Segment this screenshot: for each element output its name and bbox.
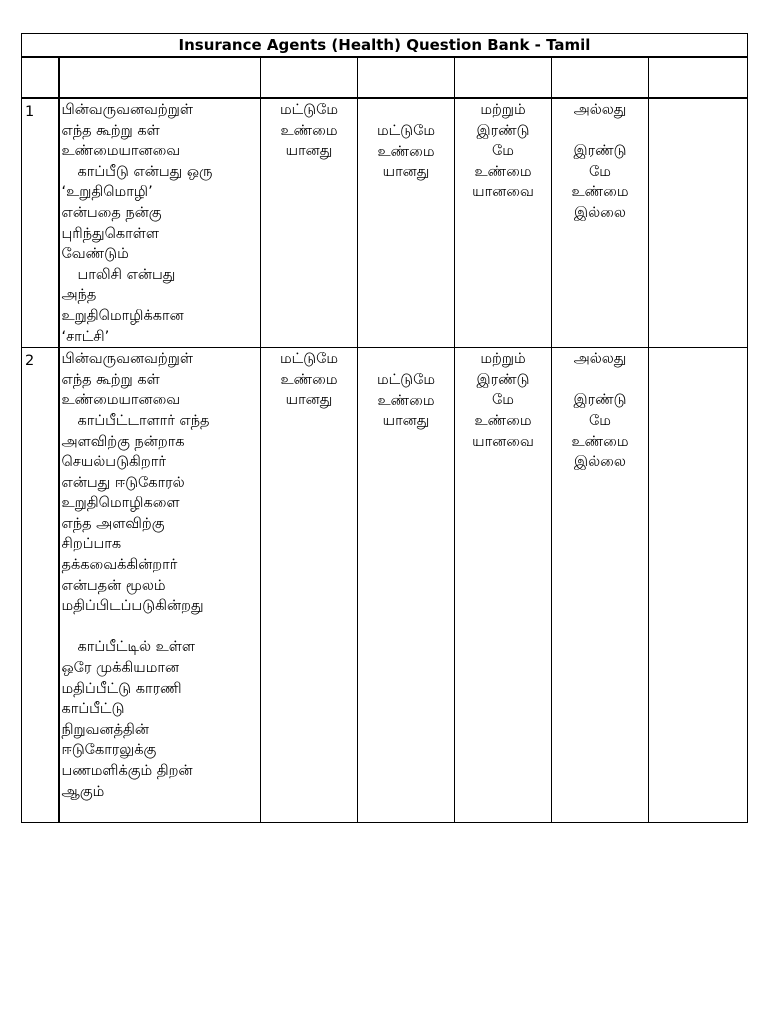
header-row	[22, 57, 748, 98]
document-title: Insurance Agents (Health) Question Bank - Tamil	[22, 34, 748, 58]
question-line: ‘உறுதிமொழி’	[61, 184, 153, 201]
option-d-cell	[552, 98, 649, 348]
option-line: உண்மை	[474, 163, 532, 180]
option-line: மே	[589, 412, 611, 429]
option-d-text	[552, 348, 648, 473]
option-b-cell	[358, 98, 455, 348]
question-line: அந்த	[61, 287, 97, 304]
option-line: யானது	[285, 392, 333, 409]
question-line: வேண்டும்	[61, 246, 129, 263]
question-line: ஒரே முக்கியமான	[61, 660, 180, 677]
option-line-blank	[552, 370, 648, 391]
header-cell-question	[59, 57, 261, 98]
question-line: ஆகும்	[61, 783, 105, 800]
option-a-text	[261, 99, 357, 162]
option-line: அல்லது	[573, 102, 627, 118]
option-c-text	[455, 99, 551, 203]
option-b-cell	[358, 348, 455, 823]
question-number: 2	[22, 348, 59, 823]
option-line: இரண்டு	[476, 122, 530, 139]
question-line: மதிப்பிடப்படுகின்றது	[61, 598, 204, 615]
question-line: உறுதிமொழிக்கான	[61, 307, 184, 324]
option-line: மட்டுமே	[376, 123, 436, 139]
question-text	[60, 99, 261, 347]
header-cell-option-c	[455, 57, 552, 98]
option-line: மற்றும்	[480, 351, 526, 368]
header-cell-answer	[649, 57, 748, 98]
option-line: மே	[492, 392, 514, 409]
option-line: இல்லை	[574, 204, 626, 221]
title-row	[22, 34, 748, 58]
option-d-text	[552, 99, 648, 224]
option-line: யானது	[382, 164, 430, 181]
question-number: 1	[22, 98, 59, 348]
answer-cell	[649, 348, 748, 823]
question-line: புரிந்துகொள்ள	[61, 225, 159, 242]
question-text-cell	[59, 98, 261, 348]
question-line: காப்பீடு என்பது ஒரு	[77, 163, 213, 180]
header-cell-option-b	[358, 57, 455, 98]
question-line: பின்வருவனவற்றுள்	[61, 102, 193, 118]
question-line: மதிப்பீட்டு காரணி	[61, 680, 182, 697]
question-row	[22, 348, 748, 823]
question-line: எந்த கூற்று கள்	[61, 122, 160, 139]
question-line: அளவிற்கு நன்றாக	[61, 433, 185, 450]
answer-cell	[649, 98, 748, 348]
question-line: உறுதிமொழிகளை	[61, 495, 180, 512]
question-line: பாலிசி என்பது	[77, 266, 176, 283]
question-line: சிறப்பாக	[61, 536, 122, 553]
question-text	[60, 348, 261, 802]
question-line: செயல்படுகிறார்	[61, 454, 166, 471]
option-line: அல்லது	[573, 351, 627, 368]
option-d-cell	[552, 348, 649, 823]
option-line: மற்றும்	[480, 102, 526, 118]
header-cell-number	[22, 57, 59, 98]
question-line: காப்பீட்டாளார் எந்த	[77, 412, 210, 429]
question-line: எந்த அளவிற்கு	[61, 515, 165, 532]
question-line: காப்பீட்டில் உள்ள	[77, 639, 195, 656]
option-line: யானவை	[472, 184, 534, 201]
option-b-text	[358, 348, 454, 432]
question-line-blank	[62, 617, 259, 638]
option-c-text	[455, 348, 551, 452]
option-line: மே	[492, 143, 514, 160]
header-cell-option-d	[552, 57, 649, 98]
option-line: உண்மை	[571, 433, 629, 450]
question-line: உண்மையானவை	[61, 143, 181, 160]
option-line: மட்டுமே	[279, 351, 339, 368]
option-line: உண்மை	[474, 412, 532, 429]
question-bank-table	[21, 33, 748, 823]
option-line: உண்மை	[280, 122, 338, 139]
option-line: யானது	[382, 413, 430, 430]
option-b-text	[358, 99, 454, 183]
option-line: மே	[589, 163, 611, 180]
option-line: இல்லை	[574, 454, 626, 471]
option-c-cell	[455, 348, 552, 823]
option-line: மட்டுமே	[279, 102, 339, 118]
question-line: உண்மையானவை	[61, 392, 181, 409]
option-line-blank	[552, 121, 648, 142]
question-line: ‘சாட்சி’	[61, 328, 110, 345]
option-c-cell	[455, 98, 552, 348]
option-a-cell	[261, 98, 358, 348]
option-a-cell	[261, 348, 358, 823]
option-line: மட்டுமே	[376, 372, 436, 389]
option-line: இரண்டு	[573, 143, 627, 160]
option-line: இரண்டு	[476, 371, 530, 388]
question-line: நிறுவனத்தின்	[61, 721, 149, 738]
question-line: பணமளிக்கும் திறன்	[61, 763, 193, 779]
option-line: உண்மை	[377, 392, 435, 409]
option-line: உண்மை	[571, 184, 629, 201]
option-line: யானது	[285, 143, 333, 160]
question-line: என்பதன் மூலம்	[61, 577, 166, 594]
question-row	[22, 98, 748, 348]
question-text-cell	[59, 348, 261, 823]
question-line: என்பதை நன்கு	[61, 204, 162, 221]
question-line: தக்கவைக்கின்றார்	[61, 557, 178, 574]
question-line: எந்த கூற்று கள்	[61, 371, 160, 388]
question-line: பின்வருவனவற்றுள்	[61, 351, 193, 368]
question-line: ஈடுகோரலுக்கு	[61, 742, 157, 759]
option-line: உண்மை	[377, 143, 435, 160]
option-line: உண்மை	[280, 371, 338, 388]
question-line: காப்பீட்டு	[61, 701, 125, 718]
header-cell-option-a	[261, 57, 358, 98]
option-a-text	[261, 348, 357, 411]
option-line: யானவை	[472, 433, 534, 450]
option-line: இரண்டு	[573, 392, 627, 409]
question-line: என்பது ஈடுகோரல்	[61, 474, 185, 491]
